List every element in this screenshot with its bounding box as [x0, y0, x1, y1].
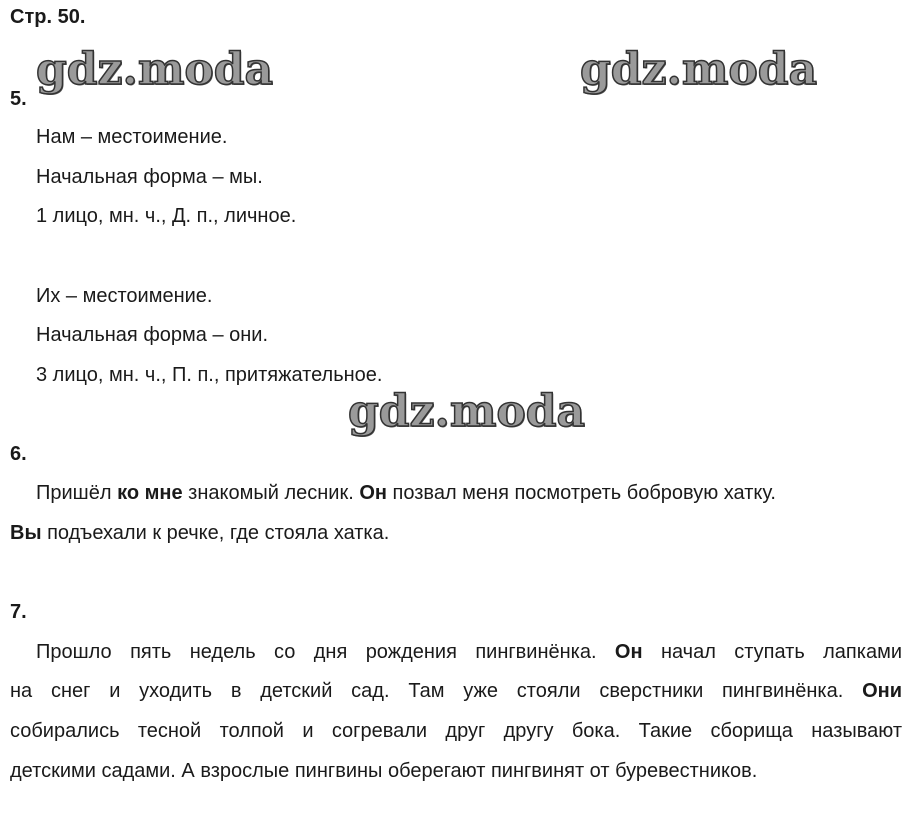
page-label: Стр. 50.: [10, 6, 86, 28]
exercise-5-line: Их – местоимение.: [36, 285, 213, 307]
watermark-logo: gdz.moda: [348, 386, 586, 437]
watermark-logo: gdz.moda: [580, 44, 818, 95]
exercise-6-line-1: [36, 482, 776, 505]
highlighted-pronoun: Он: [359, 482, 387, 504]
highlighted-pronoun: Он: [614, 641, 643, 663]
exercise-5-line: Начальная форма – они.: [36, 324, 269, 346]
exercise-5-number: 5.: [10, 88, 27, 110]
exercise-5-line: 3 лицо, мн. ч., П. п., притяжательное.: [36, 364, 383, 386]
highlighted-pronoun: Они: [862, 680, 902, 702]
text-run: Прошло пять недель со дня рождения пингвинёнка.: [36, 641, 615, 663]
text-run: начал ступать лапками: [642, 641, 902, 663]
highlighted-pronoun: ко мне: [117, 482, 183, 504]
exercise-7-number: 7.: [10, 601, 27, 623]
text-run: подъехали к речке, где стояла хатка.: [41, 522, 390, 544]
exercise-7-line-4: детскими садами. А взрослые пингвины оберегают пингвинят от буревестников.: [10, 760, 758, 782]
text-run: знакомый лесник.: [182, 482, 360, 504]
exercise-7-line-3: [10, 720, 902, 743]
exercise-5-line: Нам – местоимение.: [36, 126, 228, 148]
exercise-6-line-2: [10, 522, 389, 545]
watermark-logo: gdz.moda: [36, 44, 274, 95]
exercise-7-line-2: [10, 680, 902, 703]
exercise-5-line: 1 лицо, мн. ч., Д. п., личное.: [36, 205, 297, 227]
text-run: на снег и уходить в детский сад. Там уже стояли сверстники пингвинёнка.: [10, 680, 863, 702]
exercise-6-number: 6.: [10, 443, 27, 465]
text-run: позвал меня посмотреть бобровую хатку.: [386, 482, 776, 504]
text-run: собирались тесной толпой и согревали друг другу бока. Такие сборища называют: [10, 720, 902, 742]
exercise-5-line: Начальная форма – мы.: [36, 166, 263, 188]
highlighted-pronoun: Вы: [10, 522, 42, 544]
exercise-7-line-1: [36, 641, 902, 664]
text-run: Пришёл: [36, 482, 118, 504]
